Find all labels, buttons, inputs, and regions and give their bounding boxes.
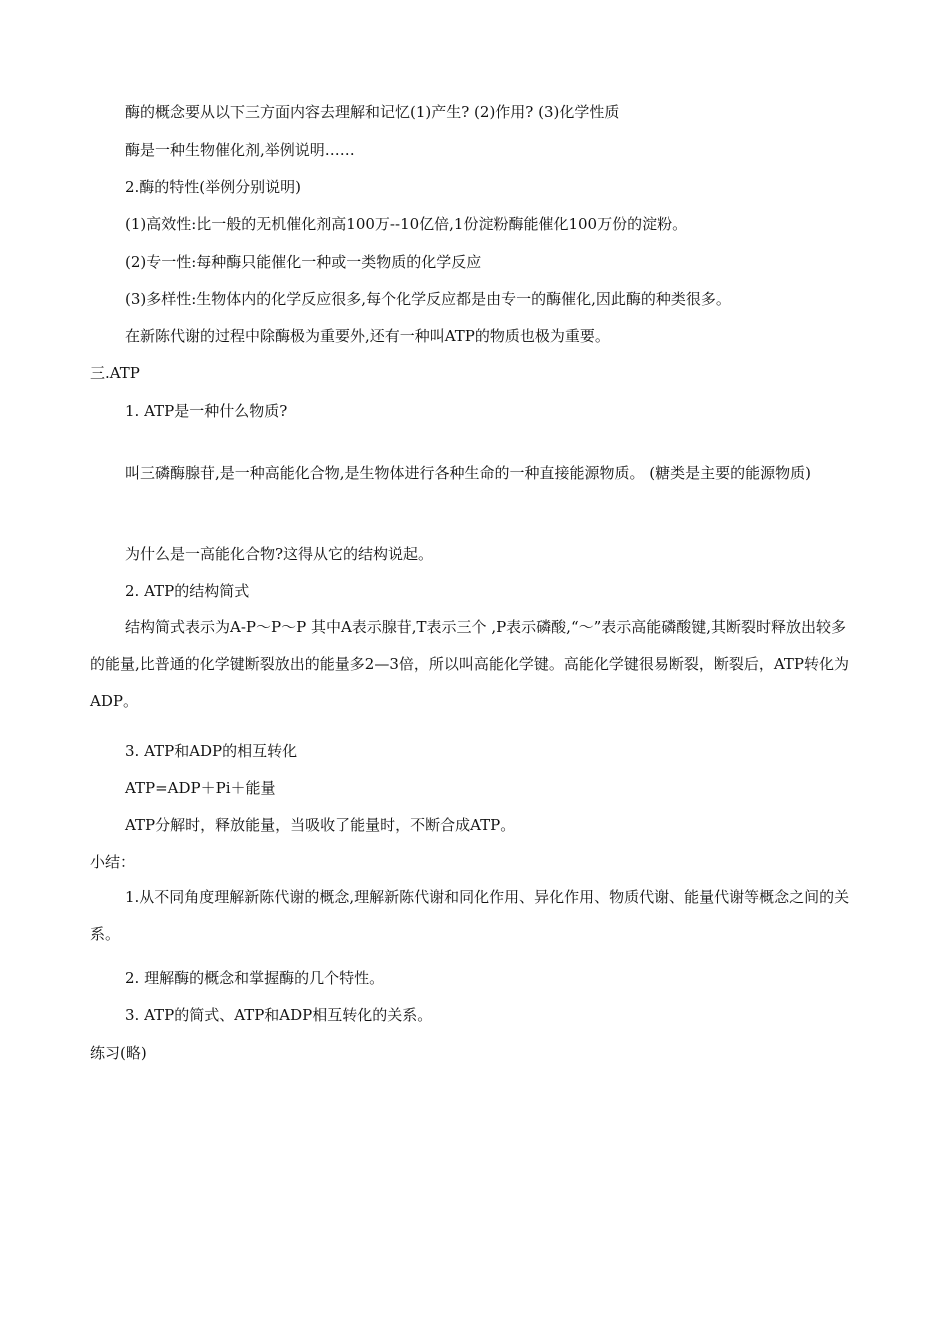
paragraph-atp-intro: 在新陈代谢的过程中除酶极为重要外,还有一种叫ATP的物质也极为重要。 <box>125 327 610 345</box>
summary-heading: 小结： <box>90 853 136 871</box>
paragraph-enzyme-concept: 酶的概念要从以下三方面内容去理解和记忆(1)产生? (2)作用? (3)化学性质 <box>125 103 620 121</box>
subheading-atp-what: 1. ATP是一种什么物质? <box>125 402 288 420</box>
paragraph-specificity: (2)专一性:每种酶只能催化一种或一类物质的化学反应 <box>125 253 482 271</box>
paragraph-high-efficiency: (1)高效性:比一般的无机催化剂高100万--10亿倍,1份淀粉酶能催化100万份的淀粉。 <box>125 215 688 233</box>
summary-item-3: 3. ATP的简式、ATP和ADP相互转化的关系。 <box>125 1006 433 1024</box>
paragraph-why-high-energy: 为什么是一高能化合物?这得从它的结构说起。 <box>125 545 434 563</box>
paragraph-atp-structure: 结构简式表示为A-P～P～P 其中A表示腺苷,T表示三个 ,P表示磷酸,“～”表示高能磷酸键,其断裂时释放出较多的能量,比普通的化学键断裂放出的能量多2—3倍，所以叫高能化学键。高能化学键很易断裂，断裂后，ATP转化为ADP。 <box>90 618 849 710</box>
exercise-note: 练习(略) <box>90 1044 147 1062</box>
paragraph-atp-definition: 叫三磷酶腺苷,是一种高能化合物,是生物体进行各种生命的一种直接能源物质。 (糖类是主要的能源物质) <box>125 464 812 482</box>
subheading-atp-adp: 3. ATP和ADP的相互转化 <box>125 742 298 760</box>
paragraph-atp-synthesis: ATP分解时，释放能量，当吸收了能量时，不断合成ATP。 <box>125 816 516 834</box>
equation-atp-adp: ATP=ADP＋Pi＋能量 <box>125 779 276 797</box>
heading-enzyme-properties: 2.酶的特性(举例分别说明) <box>125 178 302 196</box>
section-heading-atp: 三.ATP <box>90 364 140 382</box>
subheading-atp-structure: 2. ATP的结构简式 <box>125 582 250 600</box>
summary-item-1: 1.从不同角度理解新陈代谢的概念,理解新陈代谢和同化作用、异化作用、物质代谢、能量代谢等概念之间的关系。 <box>90 888 850 943</box>
summary-item-2: 2. 理解酶的概念和掌握酶的几个特性。 <box>125 969 385 987</box>
paragraph-diversity: (3)多样性:生物体内的化学反应很多,每个化学反应都是由专一的酶催化,因此酶的种类很多。 <box>125 290 731 308</box>
paragraph-enzyme-catalyst: 酶是一种生物催化剂,举例说明…… <box>125 141 355 159</box>
